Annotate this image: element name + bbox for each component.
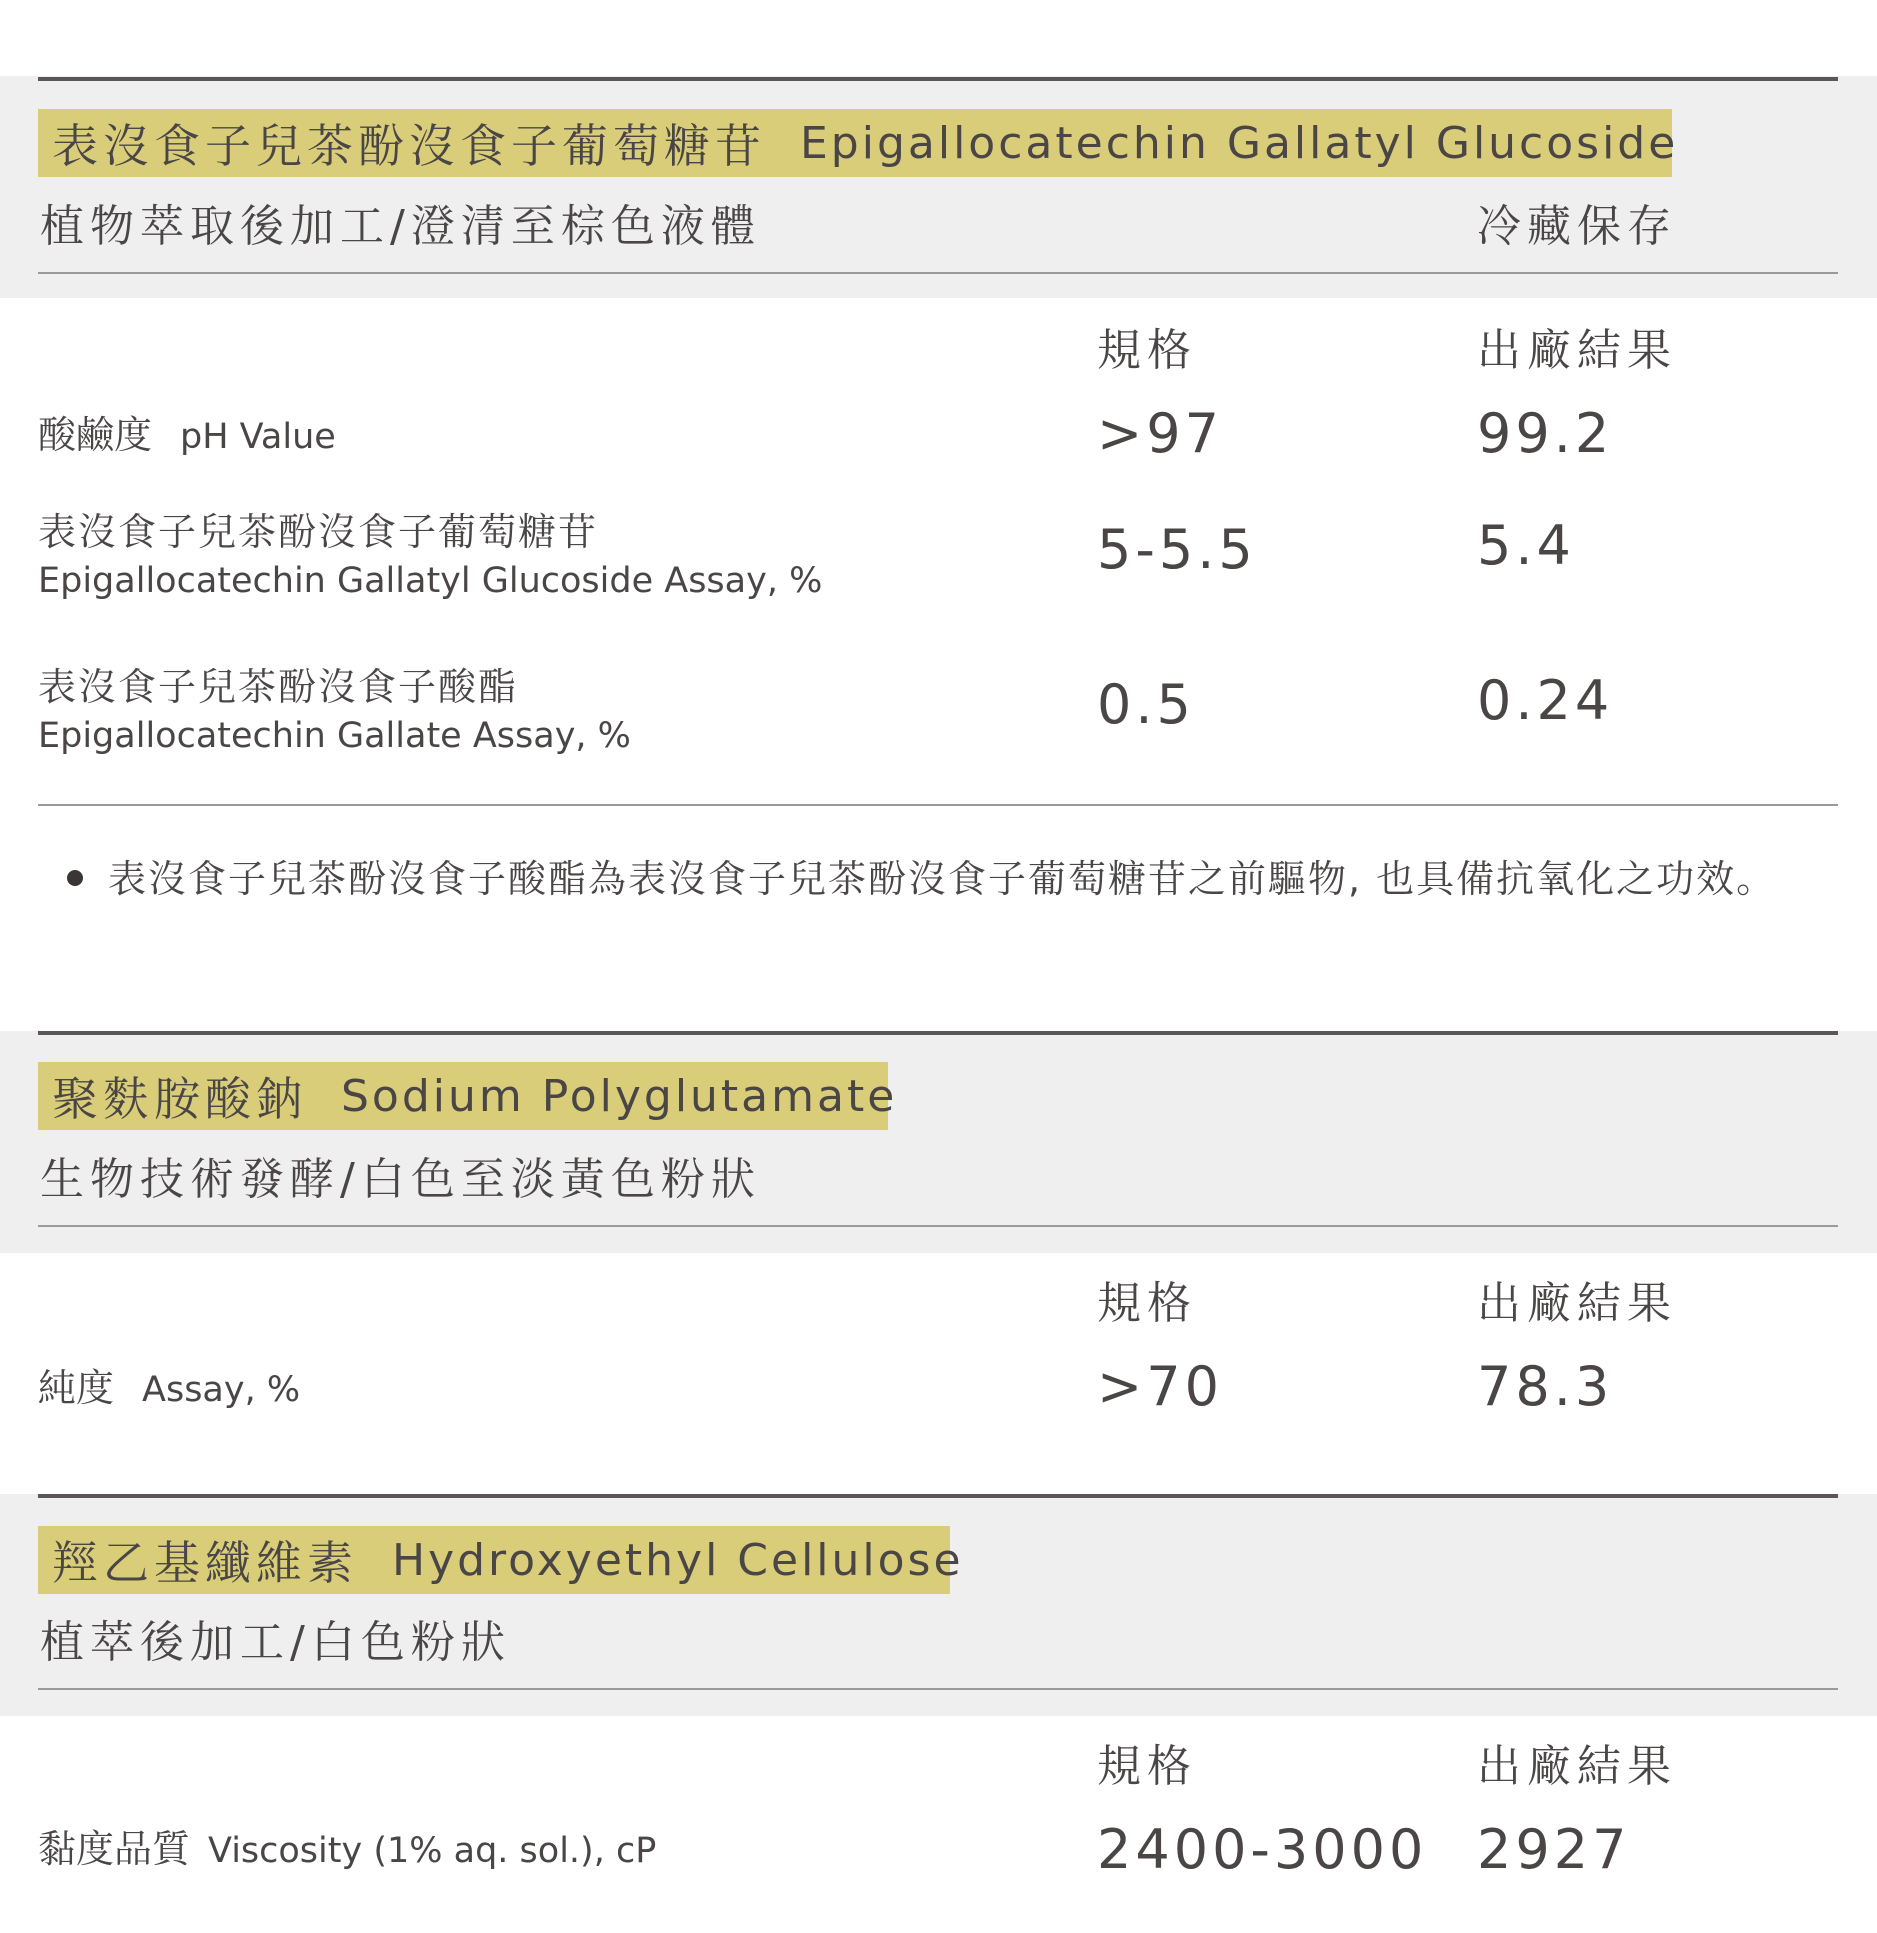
storage-note: 冷藏保存: [1477, 201, 1677, 252]
spec-row-label: [38, 507, 822, 605]
product-name-zh: 羥乙基纖維素: [52, 1536, 358, 1590]
product-title-highlight: [38, 1062, 898, 1130]
spec-row-label: [38, 662, 631, 760]
column-header-spec: 規格: [1097, 1278, 1197, 1329]
column-header-result: 出廠結果: [1477, 325, 1677, 376]
spec-row-label: [38, 1818, 656, 1873]
footnote-text: 表沒食子兒茶酚沒食子酸酯為表沒食子兒茶酚沒食子葡萄糖苷之前驅物, 也具備抗氧化之功效。: [108, 857, 1777, 901]
column-header-result: 出廠結果: [1477, 1278, 1677, 1329]
label-zh: 純度: [38, 1366, 115, 1410]
label-zh: 酸鹼度: [38, 413, 153, 457]
footnote: [62, 848, 1822, 910]
header-divider: [38, 1225, 1838, 1227]
product-source: 植物萃取後加工/澄清至棕色液體: [40, 201, 761, 252]
column-header-spec: 規格: [1097, 1741, 1197, 1792]
label-en: Epigallocatechin Gallate Assay, %: [38, 716, 631, 756]
result-value: 2927: [1477, 1818, 1631, 1881]
label-zh: 表沒食子兒茶酚沒食子葡萄糖苷: [38, 510, 599, 554]
table-bottom-rule: [38, 804, 1838, 806]
spec-value: >97: [1097, 402, 1223, 465]
product-title-highlight: [38, 109, 1679, 177]
label-zh: 黏度品質: [38, 1827, 191, 1871]
product-title-highlight: [38, 1526, 964, 1594]
result-value: 5.4: [1477, 514, 1575, 577]
label-en: pH Value: [180, 417, 336, 457]
spec-value: 5-5.5: [1097, 518, 1257, 581]
column-header-result: 出廠結果: [1477, 1741, 1677, 1792]
section-top-rule: [38, 1031, 1838, 1035]
result-value: 78.3: [1477, 1355, 1614, 1418]
label-en: Viscosity (1% aq. sol.), cP: [208, 1831, 657, 1871]
column-header-spec: 規格: [1097, 325, 1197, 376]
label-en: Epigallocatechin Gallatyl Glucoside Assay, %: [38, 561, 823, 601]
product-name-en: Epigallocatechin Gallatyl Glucoside: [800, 117, 1679, 169]
result-value: 99.2: [1477, 402, 1614, 465]
product-name-en: Sodium Polyglutamate: [341, 1070, 898, 1122]
spec-value: 0.5: [1097, 673, 1195, 736]
result-value: 0.24: [1477, 669, 1614, 732]
product-name-zh: 聚麩胺酸鈉: [52, 1072, 307, 1126]
header-divider: [38, 1688, 1838, 1690]
spec-value: >70: [1097, 1355, 1223, 1418]
product-source: 植萃後加工/白色粉狀: [40, 1617, 511, 1668]
spec-row-label: [38, 404, 336, 459]
product-name-en: Hydroxyethyl Cellulose: [392, 1534, 964, 1586]
section-top-rule: [38, 1494, 1838, 1498]
product-source: 生物技術發酵/白色至淡黃色粉狀: [40, 1154, 761, 1205]
spec-value: 2400-3000: [1097, 1818, 1428, 1881]
header-divider: [38, 272, 1838, 274]
section-top-rule: [38, 77, 1838, 81]
label-en: Assay, %: [142, 1370, 301, 1410]
label-zh: 表沒食子兒茶酚沒食子酸酯: [38, 665, 519, 709]
product-name-zh: 表沒食子兒茶酚沒食子葡萄糖苷: [52, 119, 766, 173]
spec-row-label: [38, 1357, 300, 1412]
